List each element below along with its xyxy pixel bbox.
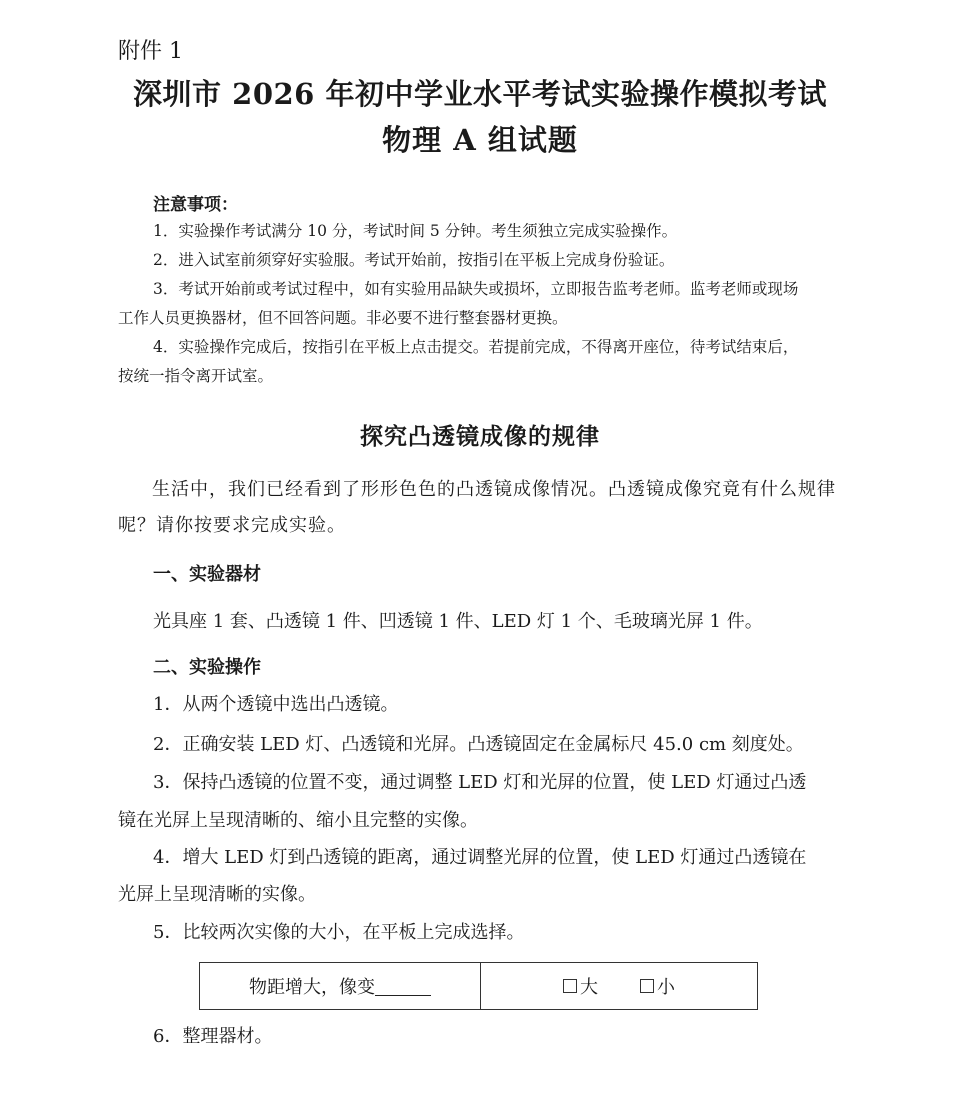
answer-options-cell	[481, 963, 757, 1009]
notice-item-2: 2．进入试室前须穿好实验服。考试开始前，按指引在平板上完成身份验证。	[153, 251, 675, 269]
option-small-label: 小	[657, 977, 675, 998]
notice-heading: 注意事项：	[153, 195, 238, 215]
option-big-label: 大	[580, 977, 598, 998]
experiment-title: 探究凸透镜成像的规律	[360, 423, 600, 450]
step-4-line2: 光屏上呈现清晰的实像。	[118, 884, 316, 905]
answer-prompt-cell	[200, 963, 481, 1009]
step-3-line1: 3．保持凸透镜的位置不变，通过调整 LED 灯和光屏的位置，使 LED 灯通过凸透	[153, 772, 807, 793]
step-3-line2: 镜在光屏上呈现清晰的、缩小且完整的实像。	[118, 810, 478, 831]
notice-item-3-line1: 3．考试开始前或考试过程中，如有实验用品缺失或损坏，立即报告监考老师。监考老师或现场	[153, 280, 799, 298]
page-subtitle: 物理 A 组试题	[382, 123, 578, 157]
option-small[interactable]	[640, 973, 675, 999]
attachment-label: 附件 1	[118, 39, 183, 64]
notice-item-4-line2: 按统一指令离开试室。	[118, 367, 274, 385]
answer-blank	[375, 977, 431, 996]
materials-list: 光具座 1 套、凸透镜 1 件、凹透镜 1 件、LED 灯 1 个、毛玻璃光屏 1 件。	[153, 611, 763, 632]
notice-item-3-line2: 工作人员更换器材，但不回答问题。非必要不进行整套器材更换。	[118, 309, 568, 327]
materials-heading: 一、实验器材	[153, 564, 261, 585]
step-4-line1: 4．增大 LED 灯到凸透镜的距离，通过调整光屏的位置，使 LED 灯通过凸透镜在	[153, 847, 807, 868]
answer-table	[199, 962, 758, 1010]
checkbox-big[interactable]	[563, 979, 577, 993]
notice-item-1: 1．实验操作考试满分 10 分，考试时间 5 分钟。考生须独立完成实验操作。	[153, 222, 678, 240]
step-6: 6．整理器材。	[153, 1026, 273, 1047]
notice-item-4-line1: 4．实验操作完成后，按指引在平板上点击提交。若提前完成，不得离开座位，待考试结束后，	[153, 338, 799, 356]
answer-prompt: 物距增大，像变	[249, 977, 375, 998]
step-2: 2．正确安装 LED 灯、凸透镜和光屏。凸透镜固定在金属标尺 45.0 cm 刻度处。	[153, 734, 804, 755]
intro-line-1: 生活中，我们已经看到了形形色色的凸透镜成像情况。凸透镜成像究竟有什么规律	[152, 479, 836, 500]
checkbox-small[interactable]	[640, 979, 654, 993]
page-title: 深圳市 2026 年初中学业水平考试实验操作模拟考试	[133, 77, 827, 111]
operations-heading: 二、实验操作	[153, 657, 261, 678]
step-1: 1．从两个透镜中选出凸透镜。	[153, 694, 399, 715]
option-big[interactable]	[563, 973, 598, 999]
intro-line-2: 呢？请你按要求完成实验。	[118, 515, 346, 536]
step-5: 5．比较两次实像的大小，在平板上完成选择。	[153, 922, 525, 943]
